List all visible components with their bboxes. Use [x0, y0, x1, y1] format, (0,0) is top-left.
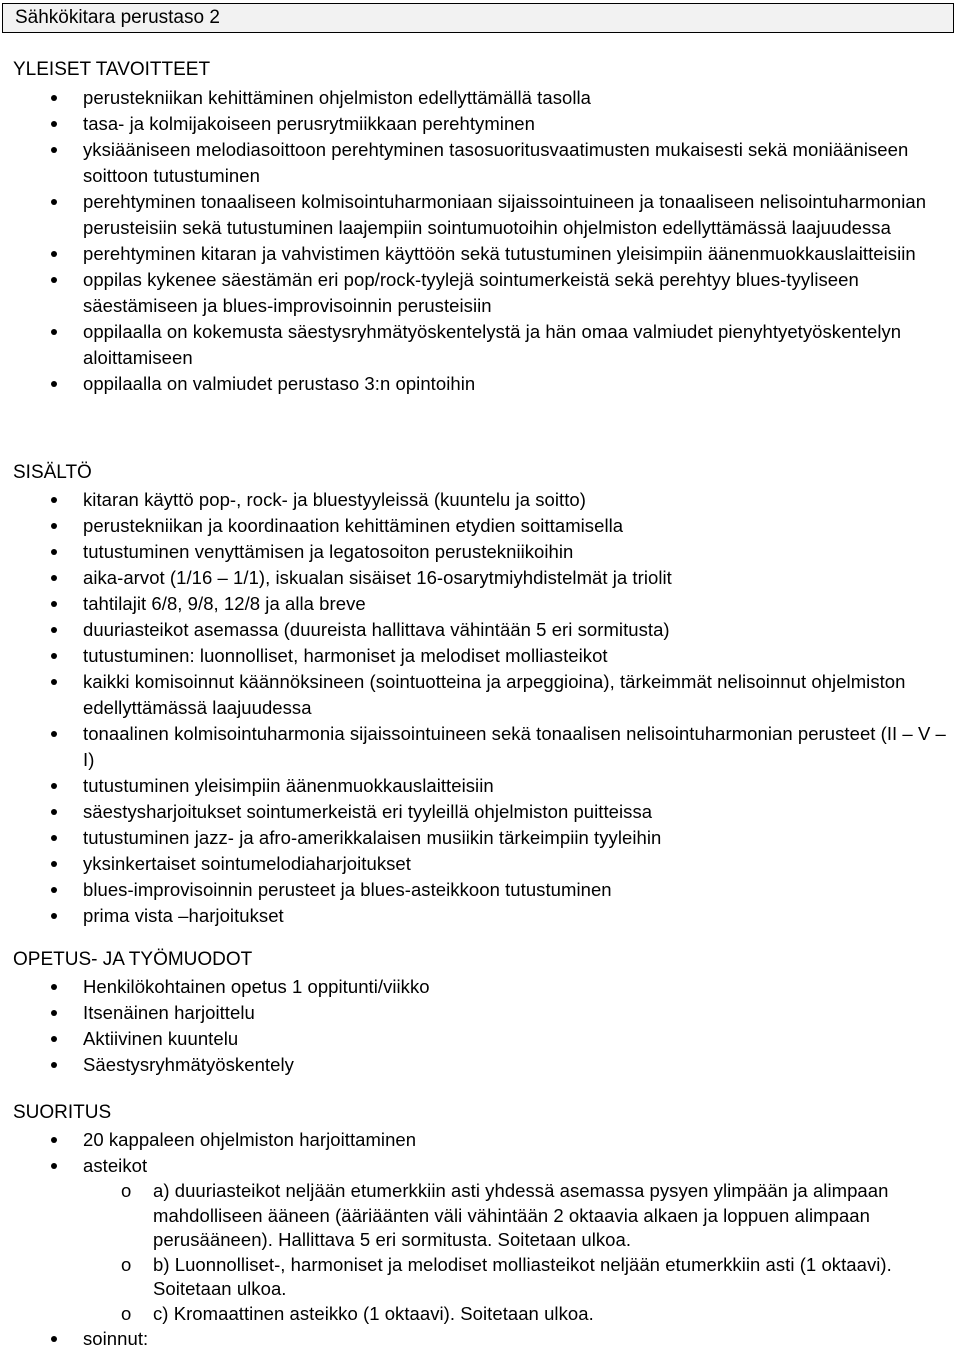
list-item: perehtyminen kitaran ja vahvistimen käyttöön sekä tutustuminen yleisimpiin äänenmuokkauslaitteisiin	[0, 241, 960, 267]
sub-bullet-icon: o	[121, 1253, 132, 1275]
asteikot-sublist	[83, 1179, 946, 1326]
list-item: tasa- ja kolmijakoiseen perusrytmiikkaan perehtyminen	[0, 111, 960, 137]
list-item: kitaran käyttö pop-, rock- ja bluestyyleissä (kuuntelu ja soitto)	[0, 487, 960, 513]
sub-list-item	[121, 1179, 946, 1253]
list-item: perustekniikan kehittäminen ohjelmiston edellyttämällä tasolla	[0, 85, 960, 111]
list-item: Säestysryhmätyöskentely	[0, 1052, 960, 1078]
list-item: oppilaalla on kokemusta säestysryhmätyöskentelystä ja hän omaa valmiudet pienyhtyetyöskentelyn aloittamiseen	[0, 319, 960, 371]
sisalto-list	[0, 487, 960, 929]
section-heading-yleiset-tavoitteet: YLEISET TAVOITTEET	[13, 59, 211, 80]
list-item: blues-improvisoinnin perusteet ja blues-asteikkoon tutustuminen	[0, 877, 960, 903]
list-item: yksiääniseen melodiasoittoon perehtyminen tasosuoritusvaatimusten mukaisesti sekä moniääniseen soittoon tutustuminen	[0, 137, 960, 189]
list-item: 20 kappaleen ohjelmiston harjoittaminen	[0, 1127, 960, 1153]
opetus-list	[0, 974, 960, 1078]
suoritus-list	[0, 1127, 960, 1352]
sub-bullet-icon: o	[121, 1180, 132, 1201]
list-item-label: asteikot	[83, 1155, 148, 1176]
section-heading-sisalto: SISÄLTÖ	[13, 462, 92, 483]
list-item: duuriasteikot asemassa (duureista hallittava vähintään 5 eri sormitusta)	[0, 617, 960, 643]
list-item: perustekniikan ja koordinaation kehittäminen etydien soittamisella	[0, 513, 960, 539]
section-heading-suoritus: SUORITUS	[13, 1102, 112, 1123]
section-heading-opetus-ja-tyomuodot: OPETUS- JA TYÖMUODOT	[13, 949, 253, 970]
list-item: tonaalinen kolmisointuharmonia sijaissointuineen sekä tonaalisen nelisointuharmonian perusteet (II – V – I)	[0, 721, 960, 773]
sub-list-item-text: a) duuriasteikot neljään etumerkkiin asti yhdessä asemassa pysyen ylimpään ja alimpaan mahdolliseen ääneen (ääriäänten väli vähintään 2 oktaavia alkaen ja loppuen alimpaan perusääneen). Hallittava 5 eri sormitusta. Soitetaan ulkoa.	[153, 1180, 889, 1250]
yleiset-tavoitteet-list	[0, 85, 960, 397]
list-item: tutustuminen: luonnolliset, harmoniset ja melodiset molliasteikot	[0, 643, 960, 669]
list-item: oppilaalla on valmiudet perustaso 3:n opintoihin	[0, 371, 960, 397]
list-item: oppilas kykenee säestämän eri pop/rock-tyylejä sointumerkeistä sekä perehtyy blues-tyyliseen säestämiseen ja blues-improvisoinnin perusteisiin	[0, 267, 960, 319]
list-item: Aktiivinen kuuntelu	[0, 1026, 960, 1052]
list-item: soinnut:	[0, 1326, 960, 1352]
list-item	[0, 1153, 960, 1326]
list-item: kaikki komisoinnut käännöksineen (sointuotteina ja arpeggioina), tärkeimmät nelisoinnut ohjelmiston edellyttämässä laajuudessa	[0, 669, 960, 721]
list-item: prima vista –harjoitukset	[0, 903, 960, 929]
sub-list-item-text: c) Kromaattinen asteikko (1 oktaavi). Soitetaan ulkoa.	[153, 1302, 594, 1324]
list-item: Itsenäinen harjoittelu	[0, 1000, 960, 1026]
list-item: tutustuminen yleisimpiin äänenmuokkauslaitteisiin	[0, 773, 960, 799]
document-title: Sähkökitara perustaso 2	[2, 3, 954, 33]
list-item: säestysharjoitukset sointumerkeistä eri tyyleillä ohjelmiston puitteissa	[0, 799, 960, 825]
sub-list-item	[121, 1302, 946, 1327]
list-item: Henkilökohtainen opetus 1 oppitunti/viikko	[0, 974, 960, 1000]
sub-list-item-text: b) Luonnolliset-, harmoniset ja melodiset molliasteikot neljään etumerkkiin asti (1 oktaavi). Soitetaan ulkoa.	[153, 1253, 892, 1299]
sub-list-item	[121, 1253, 946, 1302]
list-item: tahtilajit 6/8, 9/8, 12/8 ja alla breve	[0, 591, 960, 617]
list-item: aika-arvot (1/16 – 1/1), iskualan sisäiset 16-osarytmiyhdistelmät ja triolit	[0, 565, 960, 591]
list-item: perehtyminen tonaaliseen kolmisointuharmoniaan sijaissointuineen ja tonaaliseen nelisointuharmonian perusteisiin sekä tutustuminen laajempiin sointumuotoihin ohjelmiston edellyttämässä laajuudessa	[0, 189, 960, 241]
sub-bullet-icon: o	[121, 1302, 132, 1324]
list-item: yksinkertaiset sointumelodiaharjoitukset	[0, 851, 960, 877]
list-item: tutustuminen venyttämisen ja legatosoiton perustekniikoihin	[0, 539, 960, 565]
list-item: tutustuminen jazz- ja afro-amerikkalaisen musiikin tärkeimpiin tyyleihin	[0, 825, 960, 851]
